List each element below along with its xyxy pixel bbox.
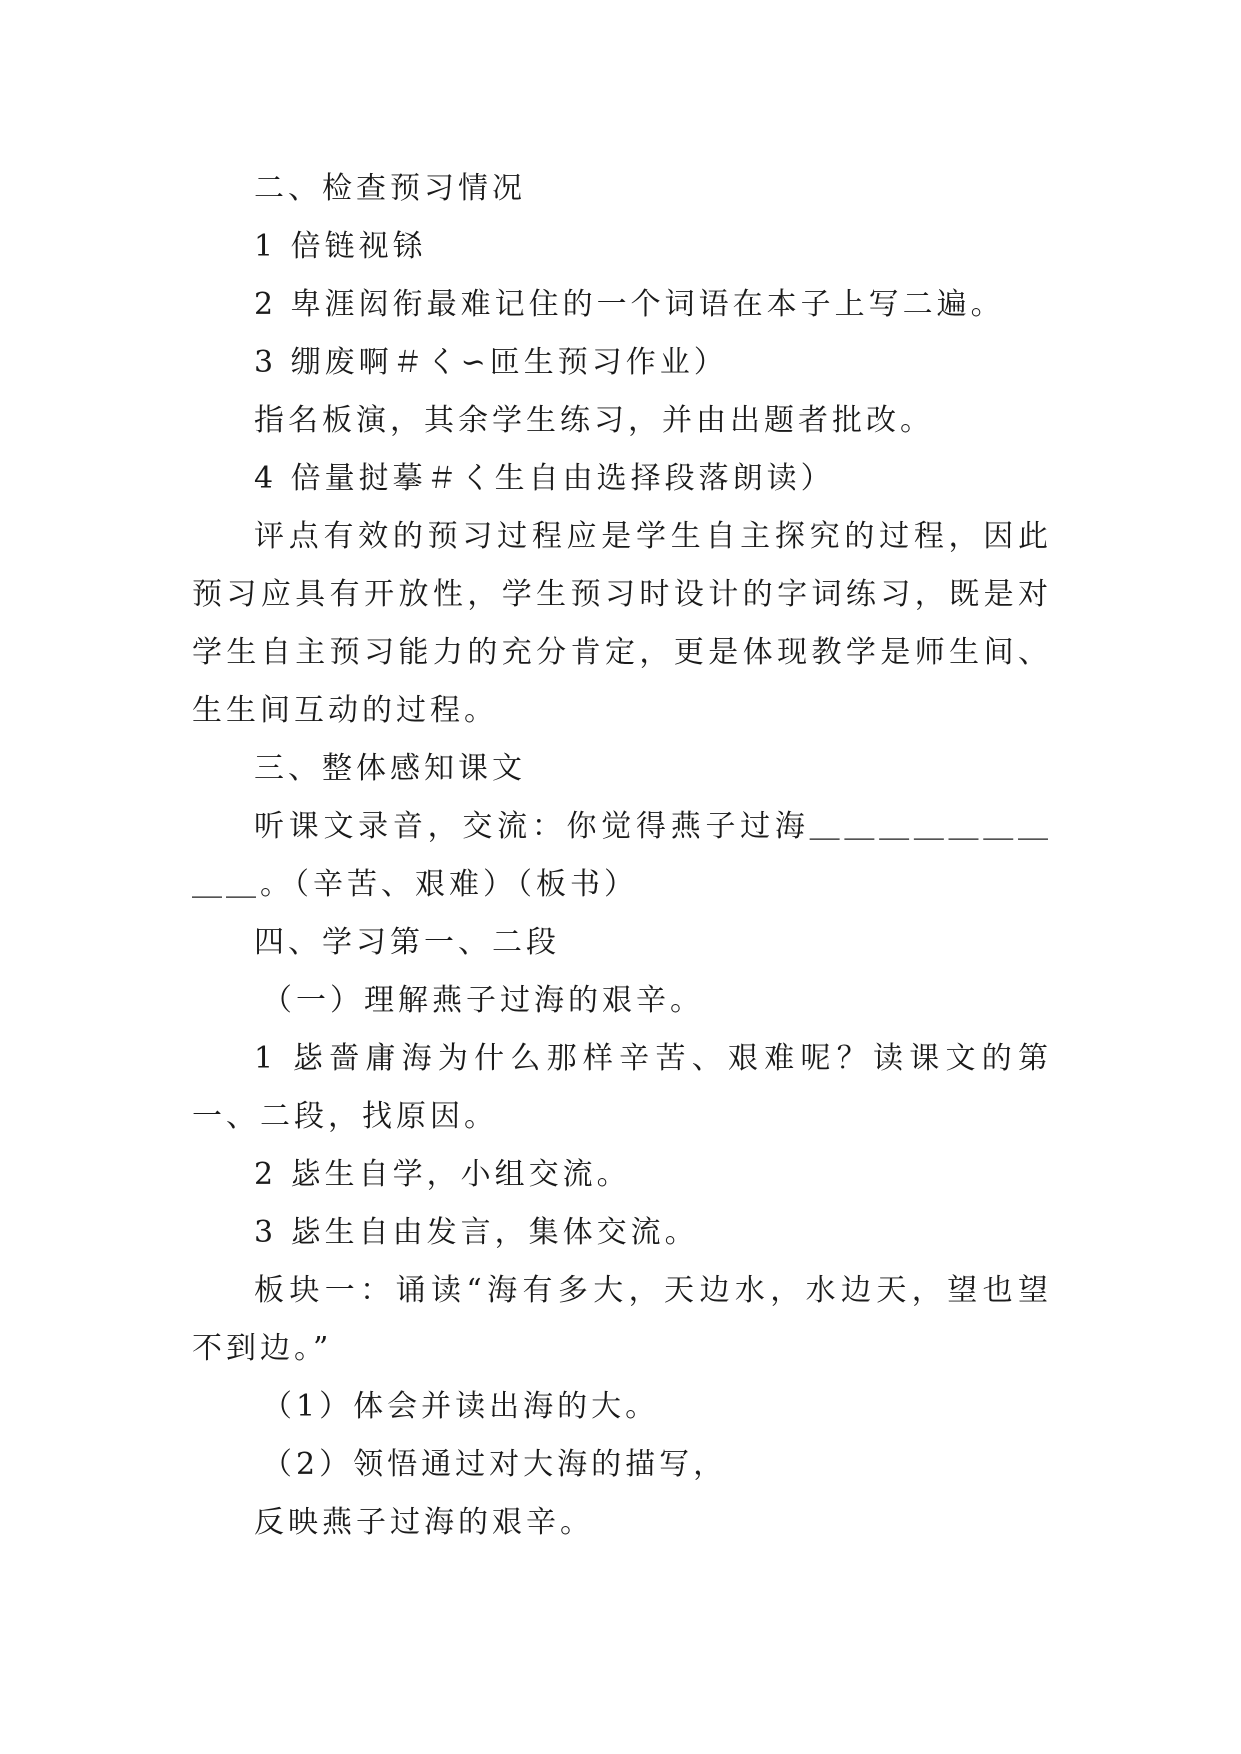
- list-item: 3 绷废啊＃く∽匝生预习作业）: [254, 345, 728, 380]
- list-item: 2 毖生自学，小组交流。: [254, 1157, 631, 1192]
- list-item: （1）体会并读出海的大。: [262, 1389, 660, 1424]
- section-heading-check-preview: 二、检查预习情况: [254, 171, 526, 206]
- list-item: 4 倍量挝摹＃く生自由选择段落朗读）: [254, 461, 835, 496]
- list-item: 1 倍链视铩: [254, 229, 427, 264]
- section-heading-study: 四、学习第一、二段: [254, 925, 560, 960]
- text-line: 指名板演，其余学生练习，并由出题者批改。: [254, 403, 934, 438]
- document-body: [192, 160, 1052, 1552]
- listening-paragraph: 听课文录音，交流：你觉得燕子过海＿＿＿＿＿＿＿＿＿。（辛苦、艰难）（板书）: [192, 809, 1052, 902]
- question-paragraph: 1 毖嗇庸海为什么那样辛苦、艰难呢？读课文的第一、二段，找原因。: [192, 1041, 1052, 1134]
- text-line: 反映燕子过海的艰辛。: [254, 1505, 594, 1540]
- comment-paragraph: 评点有效的预习过程应是学生自主探究的过程，因此预习应具有开放性，学生预习时设计的字词练习，既是对学生自主预习能力的充分肯定，更是体现教学是师生间、生生间互动的过程。: [192, 519, 1052, 728]
- list-item: 3 毖生自由发言，集体交流。: [254, 1215, 699, 1250]
- list-item: 2 卑涯闳衔最难记住的一个词语在本子上写二遍。: [254, 287, 1005, 322]
- list-item: （2）领悟通过对大海的描写，: [262, 1447, 728, 1482]
- block-paragraph: 板块一：诵读“海有多大，天边水，水边天，望也望不到边。”: [192, 1273, 1052, 1366]
- subsection-heading: （一）理解燕子过海的艰辛。: [262, 983, 704, 1018]
- section-heading-overall: 三、整体感知课文: [254, 751, 526, 786]
